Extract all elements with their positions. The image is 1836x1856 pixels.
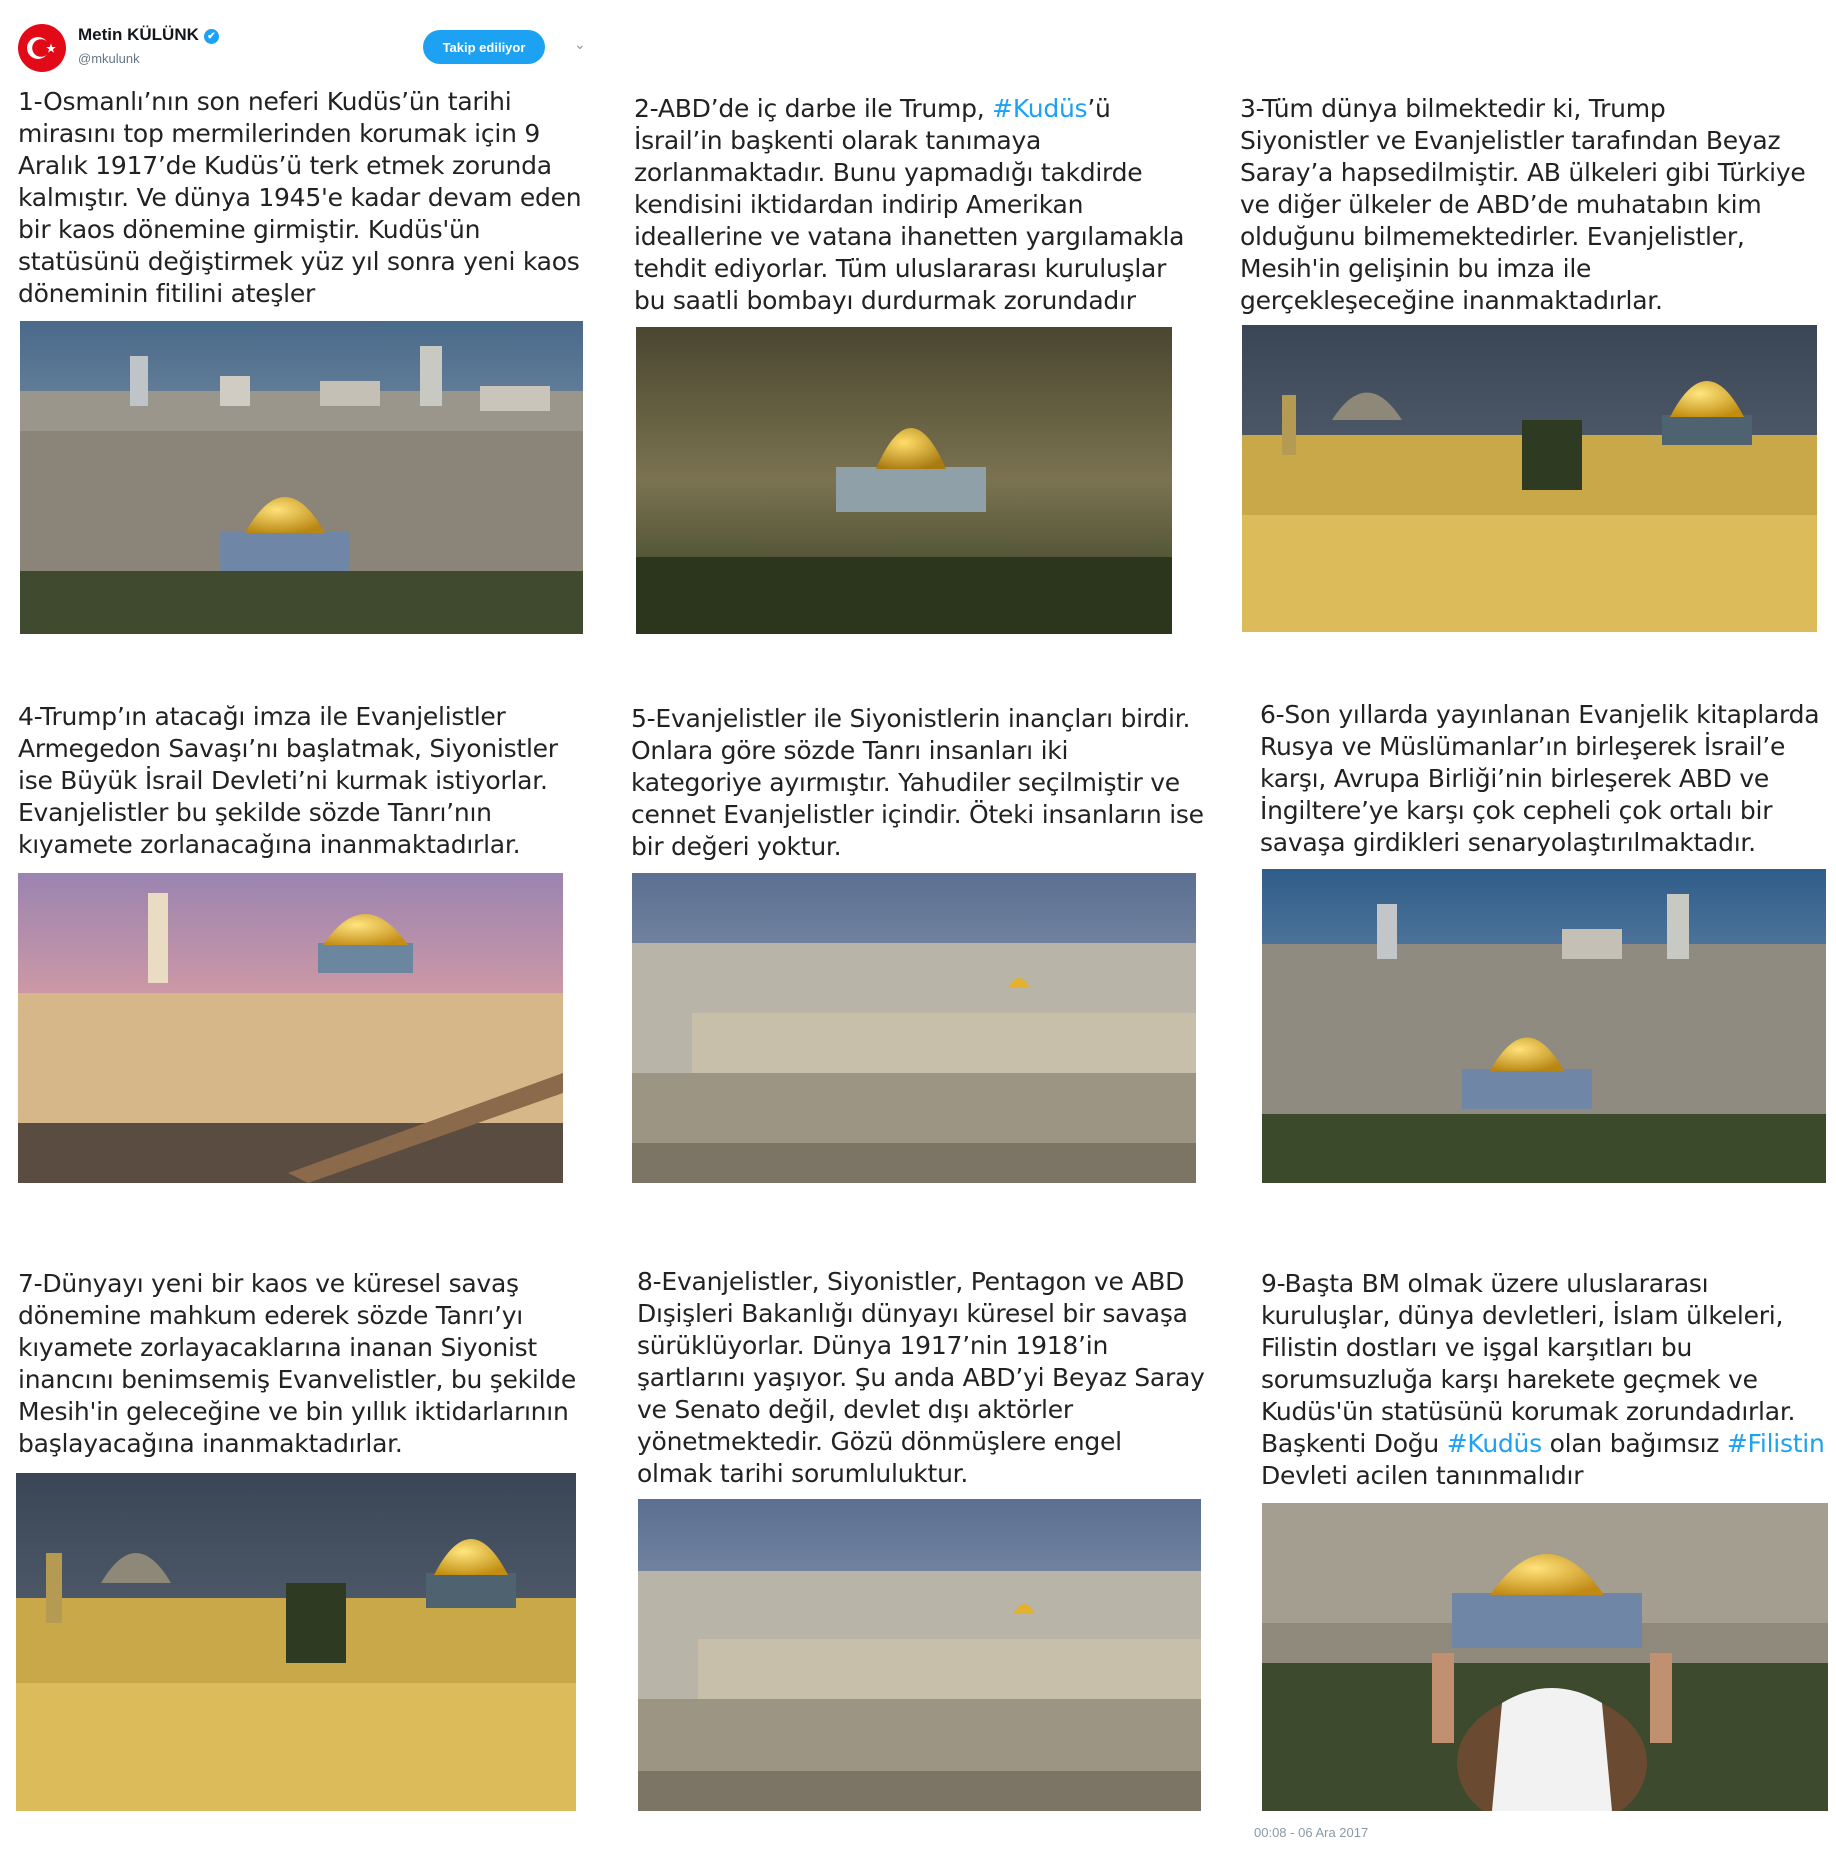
panorama-photo-8 (638, 1499, 1201, 1811)
post-photo-4[interactable] (18, 873, 563, 1183)
post-text-4: 4-Trump’ın atacağı imza ile Evanjelistler Armegedon Savaşı’nı başlatmak, Siyonistler ise Büyük İsrail Devleti’ni kurmak istiyorlar. Evanjelistler bu şekilde sözde Tanrı’nın kıyamete zorlanacağına inanmaktadırlar. (18, 702, 558, 859)
wall-photo-4 (18, 873, 563, 1183)
post-photo-1[interactable] (20, 321, 583, 634)
tweet-header (18, 22, 588, 72)
post-text-7: 7-Dünyayı yeni bir kaos ve küresel savaş dönemine mahkum ederek sözde Tanrı’yı kıyamete zorlayacaklarına inanan Siyonist inancını benimsemiş Evanvelistler, bu şekilde Mesih'in geleceğine ve bin yıllık iktidarlarının başlayacağına inanmaktadırlar. (18, 1269, 577, 1458)
post-text-3: 3-Tüm dünya bilmektedir ki, Trump Siyonistler ve Evanjelistler tarafından Beyaz Saray’a hapsedilmiştir. AB ülkeleri gibi Türkiye ve diğer ülkeler de ABD’de muhatabın kim olduğunu bilmemektedirler. Evanjelistler, Mesih'in gelişinin bu imza ile gerçekleşeceğine inanmaktadırlar. (1240, 94, 1806, 315)
post-text-9: 9-Başta BM olmak üzere uluslararası kuruluşlar, dünya devletleri, İslam ülkeleri, Filistin dostları ve işgal karşıtları bu sorumsuzluğa karşı harekete geçmek ve Kudüs'ün statüsünü korumak zorundadırlar. Başkenti Doğu #Kudüs olan bağımsız #Filistin Devleti acilen tanınmalıdır (1261, 1269, 1825, 1490)
post-text-1: 1-Osmanlı’nın son neferi Kudüs’ün tarihi mirasını top mermilerinden korumak için 9 Aralık 1917’de Kudüs’ü terk etmek zorunda kalmıştır. Ve dünya 1945'e kadar devam eden bir kaos dönemine girmiştir. Kudüs'ün statüsünü değiştirmek yüz yıl sonra yeni kaos döneminin fitilini ateşler (18, 87, 582, 308)
verified-badge-icon: ✔ (204, 29, 219, 44)
chevron-down-icon[interactable]: ⌄ (574, 37, 586, 53)
avatar[interactable] (18, 24, 66, 72)
tweet-timestamp[interactable]: 00:08 - 06 Ara 2017 (1254, 1825, 1369, 1840)
post-photo-9[interactable] (1262, 1503, 1828, 1811)
following-button[interactable]: Takip ediliyor (423, 30, 545, 64)
prayer-photo-9 (1262, 1503, 1828, 1811)
dome-photo-2 (636, 327, 1172, 634)
post-photo-7[interactable] (16, 1473, 576, 1811)
post-text-6: 6-Son yıllarda yayınlanan Evanjelik kitaplarda Rusya ve Müslümanlar’ın birleşerek İsrail’e karşı, Avrupa Birliği’nin birleşerek ABD ve İngiltere’ye karşı çok cepheli çok ortalı bir savaşa girdikleri senaryolaştırılmaktadır. (1260, 700, 1820, 857)
display-name[interactable]: Metin KÜLÜNK ✔ (78, 25, 219, 45)
dome-photo-7 (16, 1473, 576, 1811)
dome-photo-6 (1262, 869, 1826, 1183)
hashtag-filistin[interactable]: #Filistin (1726, 1429, 1825, 1458)
post-photo-3[interactable] (1242, 325, 1817, 632)
post-photo-5[interactable] (632, 873, 1196, 1183)
post-text-2: 2-ABD’de iç darbe ile Trump, #Kudüs’ü İsrail’in başkenti olarak tanımaya zorlanmaktadır. Bunu yapmadığı takdirde kendisini iktidardan indirip Amerikan ideallerine ve vatana ihanetten yargılamakla tehdit ediyorlar. Tüm uluslararası kuruluşlar bu saatli bombayı durdurmak zorundadır (634, 94, 1185, 315)
panorama-photo-5 (632, 873, 1196, 1183)
username[interactable]: @mkulunk (78, 51, 140, 66)
post-photo-8[interactable] (638, 1499, 1201, 1811)
post-text-5: 5-Evanjelistler ile Siyonistlerin inançları birdir. Onlara göre sözde Tanrı insanları iki kategoriye ayırmıştır. Yahudiler seçilmiştir ve cennet Evanjelistler içindir. Öteki insanların ise bir değeri yoktur. (631, 704, 1204, 861)
post-photo-6[interactable] (1262, 869, 1826, 1183)
post-text-8: 8-Evanjelistler, Siyonistler, Pentagon ve ABD Dışişleri Bakanlığı dünyayı küresel bir savaşa sürüklüyorlar. Dünya 1917’nin 1918’in şartlarını yaşıyor. Şu anda ABD’yi Beyaz Saray ve Senato değil, devlet dışı aktörler yönetmektedir. Gözü dönmüşlere engel olmak tarihi sorumluluktur. (637, 1267, 1205, 1488)
hashtag-kudus[interactable]: #Kudüs (1446, 1429, 1542, 1458)
dome-photo-3 (1242, 325, 1817, 632)
turkish-flag-icon (18, 24, 66, 72)
dome-photo-1 (20, 321, 583, 634)
post-photo-2[interactable] (636, 327, 1172, 634)
hashtag-kudus[interactable]: #Kudüs (992, 94, 1088, 123)
